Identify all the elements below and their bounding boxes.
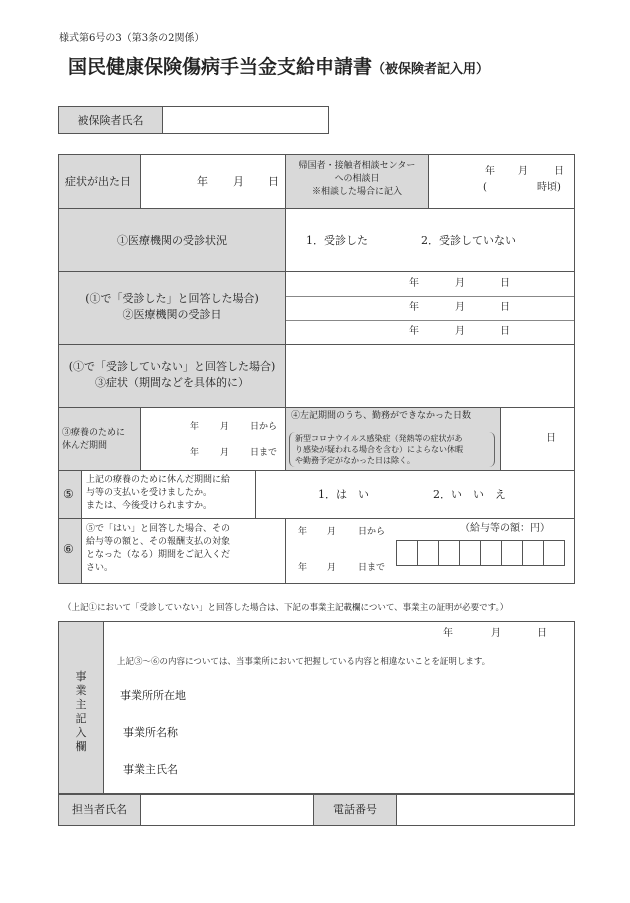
rest-from-year: 年 [190,422,200,432]
q6-line4: さい。 [86,563,114,573]
q6-amount-digit-4[interactable] [459,540,481,566]
consult-center-line3: ※相談した場合に記入 [311,187,402,197]
q6-amount-label: （給与等の額：円） [460,523,550,534]
q6-number: ⑥ [63,542,74,556]
phone-field[interactable] [397,795,574,825]
q6-amount-digit-2[interactable] [417,540,439,566]
q5-line1: 上記の療養のために休んだ期間に給 [86,475,231,485]
visit-date-3-year: 年 [409,326,419,337]
q4-note-line2: り感染が疑われる場合を含む）によらない休暇 [295,445,463,454]
symptom-date-year: 年 [197,175,208,188]
employer-section-label [59,670,103,754]
visit-date-3-day: 日 [500,326,510,337]
q5-option-no[interactable]: 2．い い え [433,488,506,501]
employer-label-char-4: 記 [75,712,87,725]
rest-from-label: 日から [250,422,278,432]
form-title [68,56,489,79]
visit-date-2-year: 年 [409,302,419,313]
q1-option-not-visited[interactable]: 2．受診していない [421,234,516,247]
employer-label-char-3: 主 [75,698,87,711]
consult-date-month: 月 [518,166,528,177]
consult-center-line1: 帰国者・接触者相談センター [298,161,416,171]
q6-amount-digit-1[interactable] [396,540,418,566]
form-number: 様式第6号の3（第3条の2関係） [59,33,205,44]
consult-date-day: 日 [554,166,564,177]
visit-date-2-day: 日 [500,302,510,313]
symptom-date-field[interactable] [141,155,285,208]
symptom-date-day: 日 [268,175,279,188]
title-suffix: （被保険者記入用） [372,62,490,77]
employer-label-char-1: 事 [75,670,87,683]
employer-owner-label: 事業主氏名 [123,763,178,776]
q4-note-line1: 新型コロナウイルス感染症（発熱等の症状があ [295,434,463,443]
q4-note-line3: や勤務予定がなかった日は除く。 [295,456,415,465]
q6-amount-digit-6[interactable] [501,540,523,566]
q4-label: ④左記期間のうち、勤務ができなかった日数 [291,411,472,421]
contact-name-field[interactable] [141,795,313,825]
rest-period-label-line1: ③療養のために [62,428,126,438]
title-main: 国民健康保険傷病手当金支給申請書 [68,56,373,78]
visit-date-1-day: 日 [500,278,510,289]
q5-line2: 与等の支払いを受けましたか。 [86,488,213,498]
q6-amount-digit-5[interactable] [480,540,502,566]
visit-date-1-year: 年 [409,278,419,289]
q6-from-year: 年 [298,527,308,537]
q4-days-field[interactable] [501,408,574,470]
employer-certify-text: 上記③～⑥の内容については、当事業所において把握している内容と相違ないことを証明します。 [117,657,491,667]
employer-label-char-2: 業 [75,684,87,697]
q6-amount-digit-3[interactable] [438,540,460,566]
q6-from-month: 月 [327,527,337,537]
visit-date-1-month: 月 [455,278,465,289]
rest-to-label: 日まで [250,448,278,458]
visit-date-2-month: 月 [455,302,465,313]
consult-date-year: 年 [485,166,495,177]
employer-label-char-5: 入 [75,726,87,739]
rest-from-month: 月 [220,422,230,432]
consult-time-open: ( [483,182,487,193]
q3-label-line2: ③症状（期間などを具体的に） [95,376,249,389]
employer-owner-field[interactable] [200,758,570,780]
symptom-date-label: 症状が出た日 [65,175,131,188]
employer-address-field[interactable] [200,684,570,706]
symptom-date-month: 月 [233,175,244,188]
rest-to-month: 月 [220,448,230,458]
employer-name-field[interactable] [200,721,570,743]
q1-option-visited[interactable]: 1．受診した [306,234,368,247]
consult-time-label: 時頃) [537,182,561,193]
q6-from-label: 日から [358,527,386,537]
q4-days-unit: 日 [546,433,556,444]
insured-name-label: 被保険者氏名 [77,114,144,127]
rest-period-label-line2: 休んだ期間 [62,441,108,451]
employer-date-year: 年 [443,628,453,639]
q6-to-month: 月 [327,563,337,573]
q6-to-year: 年 [298,563,308,573]
q5-option-yes[interactable]: 1．は い [318,488,369,501]
employer-name-label: 事業所名称 [123,726,178,739]
q6-line2: 給与等の額と、その報酬支払の対象 [86,537,231,547]
q2-label-line1: (①で「受診した」と回答した場合) [85,292,259,305]
q1-label: ①医療機関の受診状況 [117,234,227,247]
q3-label-line1: (①で「受診していない」と回答した場合) [68,360,276,373]
employer-date-day: 日 [537,628,547,639]
q2-label-line2: ②医療機関の受診日 [122,308,222,321]
q6-amount-digit-8[interactable] [543,540,565,566]
q5-number: ⑤ [63,487,74,501]
contact-name-label: 担当者氏名 [72,803,127,816]
q5-line3: または、今後受けられますか。 [86,501,213,511]
phone-label: 電話番号 [333,803,377,816]
symptom-description-field[interactable] [286,345,574,407]
employer-address-label: 事業所所在地 [120,689,186,702]
q6-to-label: 日まで [358,563,386,573]
q6-amount-digit-7[interactable] [522,540,544,566]
employer-requirement-note: （上記①において「受診していない」と回答した場合は、下記の事業主記載欄について、事業主の証明が必要です。） [63,603,509,613]
consult-center-line2: への相談日 [334,174,380,184]
visit-date-3-month: 月 [455,326,465,337]
q6-line1: ⑤で「はい」と回答した場合、その [86,524,231,534]
q6-line3: となった（なる）期間をご記入くだ [86,550,231,560]
employer-label-char-6: 欄 [75,740,87,753]
employer-date-month: 月 [491,628,501,639]
rest-to-year: 年 [190,448,200,458]
insured-name-field[interactable] [162,106,329,134]
insured-name-label-cell [58,106,163,134]
rest-period-label-cell [59,408,140,470]
